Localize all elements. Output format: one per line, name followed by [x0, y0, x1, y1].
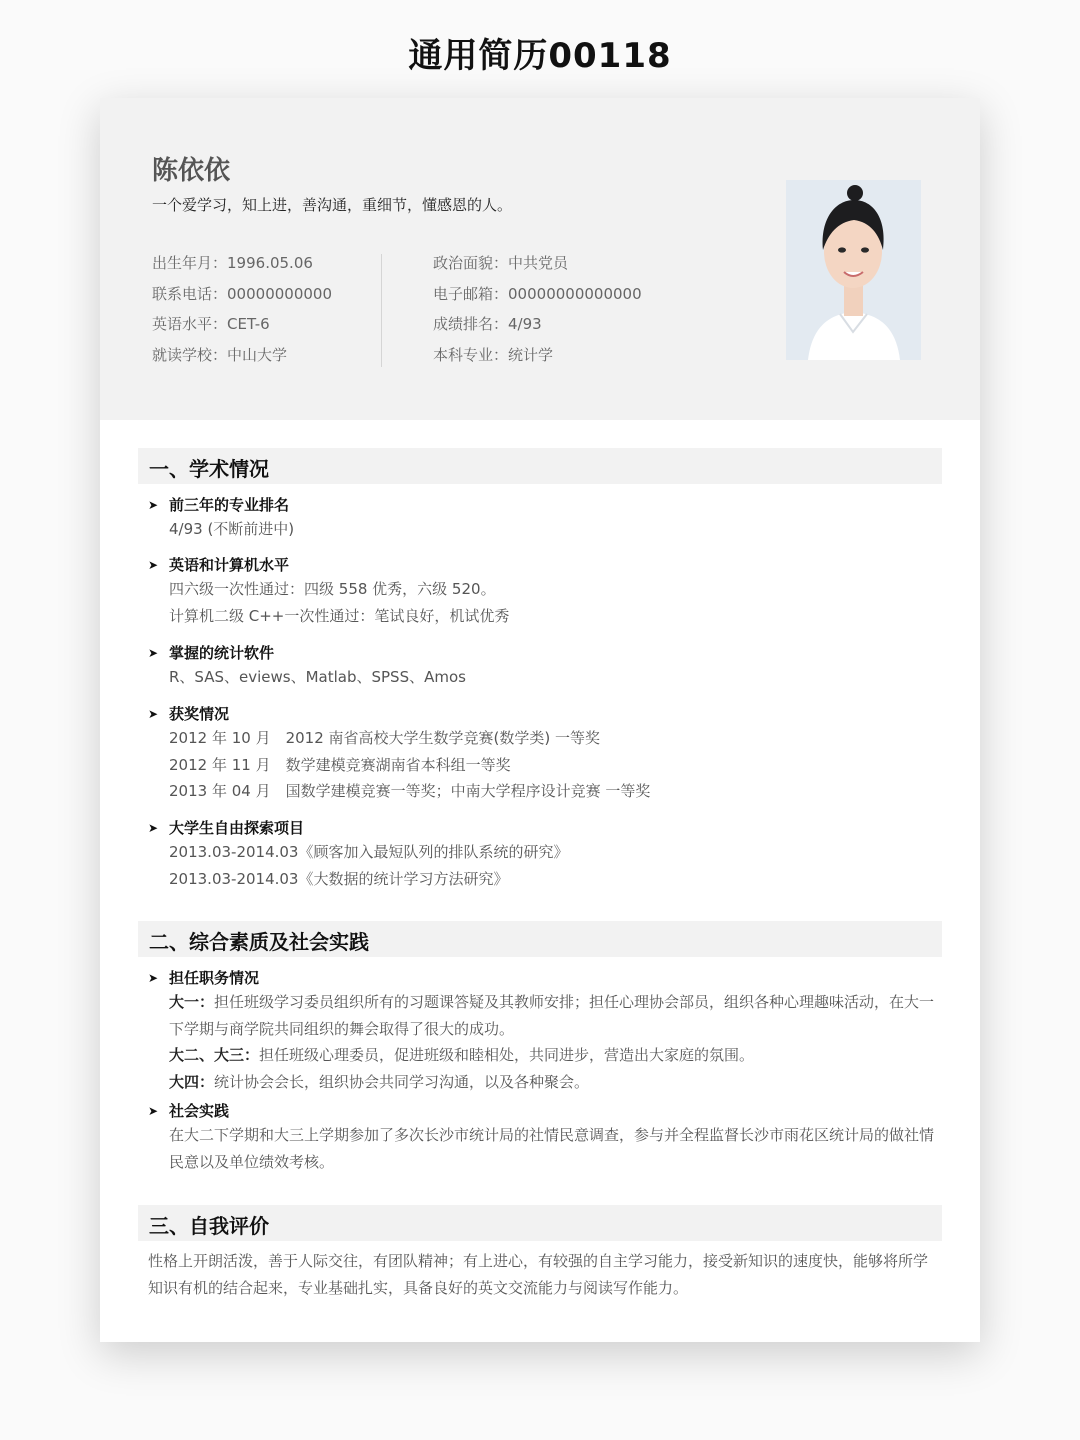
practice-item-positions — [148, 967, 938, 1095]
info-label: 英语水平： — [152, 315, 228, 334]
item-line: 4/93 (不断前进中) — [169, 520, 295, 538]
academic-item-software — [148, 642, 938, 691]
profile-photo — [786, 180, 921, 360]
item-heading: 社会实践 — [169, 1102, 230, 1120]
position-text: 统计协会会长，组织协会共同学习沟通，以及各种聚会。 — [214, 1072, 590, 1091]
arrow-bullet-icon: ➤ — [148, 707, 159, 721]
info-column-left — [152, 252, 380, 375]
arrow-bullet-icon: ➤ — [148, 1104, 159, 1118]
academic-item-projects — [148, 817, 938, 892]
position-text: 担任班级心理委员，促进班级和睦相处，共同进步，营造出大家庭的氛围。 — [259, 1046, 755, 1064]
info-value: 中山大学 — [227, 346, 288, 365]
item-line: 2012 年 11 月 数学建模竞赛湖南省本科组一等奖 — [169, 755, 511, 774]
item-heading: 英语和计算机水平 — [169, 556, 290, 574]
info-row — [433, 283, 753, 314]
info-row — [152, 252, 380, 283]
info-label: 电子邮箱： — [433, 284, 509, 303]
info-label: 出生年月： — [152, 254, 228, 272]
info-label: 本科专业： — [433, 346, 509, 365]
item-line: 2013 年 04 月 国数学建模竞赛一等奖；中南大学程序设计竞赛 一等奖 — [169, 782, 651, 800]
document-title: 通用简历00118 — [408, 36, 672, 76]
info-row — [433, 252, 753, 283]
resume-sheet — [100, 98, 980, 1342]
item-line: 2013.03-2014.03《顾客加入最短队列的排队系统的研究》 — [169, 843, 569, 861]
position-entry — [148, 1069, 938, 1096]
item-heading: 担任职务情况 — [169, 969, 260, 987]
info-value: 00000000000000 — [508, 284, 642, 303]
info-row — [152, 344, 380, 375]
position-text: 担任班级学习委员组织所有的习题课答疑及其教师安排；担任心理协会部员，组织各种心理趣味活动，在大一下学期与商学院共同组织的舞会取得了很大的成功。 — [169, 993, 935, 1038]
academic-item-language-computer — [148, 554, 938, 629]
position-lead: 大二、大三： — [169, 1046, 260, 1064]
section-practice-header — [138, 921, 942, 957]
position-entry — [148, 1042, 938, 1069]
self-evaluation-text: 性格上开朗活泼，善于人际交往，有团队精神；有上进心，有较强的自主学习能力，接受新知识的速度快，能够将所学知识有机的结合起来，专业基础扎实，具备良好的英文交流能力与阅读写作能力。 — [148, 1252, 929, 1297]
info-value: CET-6 — [227, 315, 270, 334]
info-row — [433, 344, 753, 375]
info-row — [433, 313, 753, 344]
info-label: 政治面貌： — [433, 254, 509, 272]
info-value: 1996.05.06 — [227, 254, 313, 272]
section-title: 三、自我评价 — [149, 1214, 269, 1238]
arrow-bullet-icon: ➤ — [148, 971, 159, 985]
info-label: 就读学校： — [152, 346, 228, 365]
info-label: 联系电话： — [152, 284, 228, 303]
candidate-name: 陈依依 — [152, 156, 231, 186]
section-self-header — [138, 1205, 942, 1241]
section-title: 一、学术情况 — [149, 457, 269, 481]
academic-item-awards — [148, 703, 938, 805]
info-value: 统计学 — [508, 346, 554, 365]
item-heading: 大学生自由探索项目 — [169, 819, 305, 837]
arrow-bullet-icon: ➤ — [148, 558, 159, 572]
position-lead: 大四： — [169, 1072, 215, 1091]
item-line: 计算机二级 C++一次性通过：笔试良好，机试优秀 — [169, 606, 510, 625]
info-row — [152, 313, 380, 344]
item-heading: 前三年的专业排名 — [169, 496, 290, 514]
info-label: 成绩排名： — [433, 315, 509, 334]
item-line: R、SAS、eviews、Matlab、SPSS、Amos — [169, 668, 466, 686]
portrait-illustration — [786, 180, 921, 360]
info-value: 中共党员 — [508, 254, 569, 272]
item-heading: 获奖情况 — [169, 705, 230, 723]
section-academic-header — [138, 448, 942, 484]
arrow-bullet-icon: ➤ — [148, 821, 159, 835]
social-practice-text: 在大二下学期和大三上学期参加了多次长沙市统计局的社情民意调查，参与并全程监督长沙市雨花区统计局的做社情民意以及单位绩效考核。 — [169, 1126, 935, 1171]
info-row — [152, 283, 380, 314]
practice-item-social — [148, 1100, 938, 1175]
arrow-bullet-icon: ➤ — [148, 646, 159, 660]
item-line: 2013.03-2014.03《大数据的统计学习方法研究》 — [169, 869, 509, 888]
info-value: 4/93 — [508, 315, 542, 334]
position-entry — [148, 989, 938, 1042]
item-line: 四六级一次性通过：四级 558 优秀，六级 520。 — [169, 580, 496, 598]
position-lead: 大一： — [169, 993, 215, 1011]
item-heading: 掌握的统计软件 — [169, 644, 275, 662]
info-value: 00000000000 — [227, 284, 332, 303]
section-title: 二、综合素质及社会实践 — [149, 930, 369, 954]
candidate-motto: 一个爱学习，知上进，善沟通，重细节，懂感恩的人。 — [152, 196, 513, 214]
arrow-bullet-icon: ➤ — [148, 498, 159, 512]
info-column-right — [433, 252, 753, 375]
academic-item-ranking — [148, 494, 938, 543]
resume-header — [100, 98, 980, 420]
info-divider — [381, 254, 382, 367]
item-line: 2012 年 10 月 2012 南省高校大学生数学竞赛(数学类) 一等奖 — [169, 729, 600, 747]
